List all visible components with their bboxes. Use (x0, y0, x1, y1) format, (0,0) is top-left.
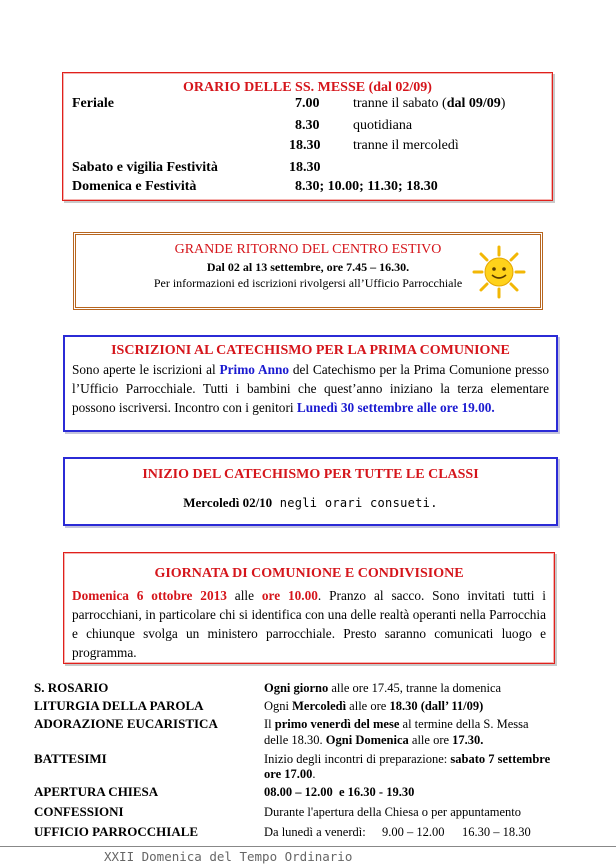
estivo-title: GRANDE RITORNO DEL CENTRO ESTIVO (174, 242, 442, 257)
liturgia-value: Ogni Mercoledì alle ore 18.30 (dall’ 11/09) (264, 699, 484, 713)
battesimi-value-1: Inizio degli incontri di preparazione: sabato 7 settembre (264, 752, 551, 766)
domenica-label: Domenica e Festività (72, 179, 197, 194)
battesimi-label: BATTESIMI (34, 751, 107, 766)
footer-text: XXII Domenica del Tempo Ordinario (104, 849, 353, 864)
feriale-note-2: quotidiana (353, 118, 413, 133)
estivo-info: Per informazioni ed iscrizioni rivolgersi all’Ufficio Parrocchiale (153, 276, 463, 290)
orario-title: ORARIO DELLE SS. MESSE (dal 02/09) (183, 80, 432, 95)
inizio-box (63, 457, 558, 526)
feriale-time-1: 7.00 (295, 96, 320, 111)
domenica-times: 8.30; 10.00; 11.30; 18.30 (295, 179, 438, 194)
sabato-label: Sabato e vigilia Festività (72, 160, 218, 175)
estivo-box (73, 232, 543, 310)
giornata-title: GIORNATA DI COMUNIONE E CONDIVISIONE (154, 566, 464, 581)
liturgia-label: LITURGIA DELLA PAROLA (34, 698, 204, 713)
confessioni-label: CONFESSIONI (34, 804, 124, 819)
iscrizioni-text: Sono aperte le iscrizioni al Primo Anno del Catechismo per la Prima Comunione presso l’Ufficio Parrocchiale. Tutti i bambini che quest’anno iniziano la terza elementare possono iscriversi. Incontro con i genitori Lunedì 30 settembre alle ore 19.00. (72, 362, 550, 415)
footer-divider (0, 846, 616, 847)
adorazione-label: ADORAZIONE EUCARISTICA (34, 716, 218, 731)
battesimi-value-2: ore 17.00. (264, 767, 316, 781)
inizio-text: Mercoledì 02/10 negli orari consueti. (183, 495, 438, 510)
adorazione-value-2: delle 18.30. Ogni Domenica alle ore 17.30. (264, 733, 484, 747)
apertura-label: APERTURA CHIESA (34, 784, 159, 799)
rosario-label: S. ROSARIO (34, 680, 109, 695)
ufficio-morning: 9.00 – 12.00 (382, 825, 445, 839)
feriale-time-3: 18.30 (289, 138, 321, 153)
giornata-box (63, 552, 555, 664)
rosario-value: Ogni giorno alle ore 17.45, tranne la domenica (264, 681, 502, 695)
giornata-text: Domenica 6 ottobre 2013 alle ore 10.00. Pranzo al sacco. Sono invitati tutti i parrocchiani, in particolare chi si identifica con una delle realtà operanti nella Parrocchia e chiunque svolga un ministero parrocchiale. Presto saranno comunicati luogo e programma. (72, 588, 546, 660)
feriale-note-1: tranne il sabato (dal 09/09) (353, 96, 506, 111)
ufficio-days: Da lunedì a venerdì: (264, 825, 366, 839)
apertura-value: 08.00 – 12.00 e 16.30 - 19.30 (264, 785, 415, 799)
ufficio-afternoon: 16.30 – 18.30 (462, 825, 531, 839)
estivo-dates: Dal 02 al 13 settembre, ore 7.45 – 16.30. (206, 260, 410, 274)
confessioni-value: Durante l'apertura della Chiesa o per appuntamento (264, 805, 522, 819)
feriale-note-3: tranne il mercoledì (353, 138, 459, 153)
inizio-title: INIZIO DEL CATECHISMO PER TUTTE LE CLASSI (142, 467, 479, 482)
sabato-time: 18.30 (289, 160, 321, 175)
iscrizioni-box (63, 335, 558, 432)
sun-icon (471, 244, 527, 300)
feriale-label: Feriale (72, 96, 114, 111)
adorazione-value-1: Il primo venerdì del mese al termine della S. Messa (264, 717, 529, 731)
ufficio-label: UFFICIO PARROCCHIALE (34, 824, 199, 839)
orario-box (62, 72, 553, 201)
iscrizioni-title: ISCRIZIONI AL CATECHISMO PER LA PRIMA COMUNIONE (111, 343, 510, 358)
feriale-time-2: 8.30 (295, 118, 320, 133)
